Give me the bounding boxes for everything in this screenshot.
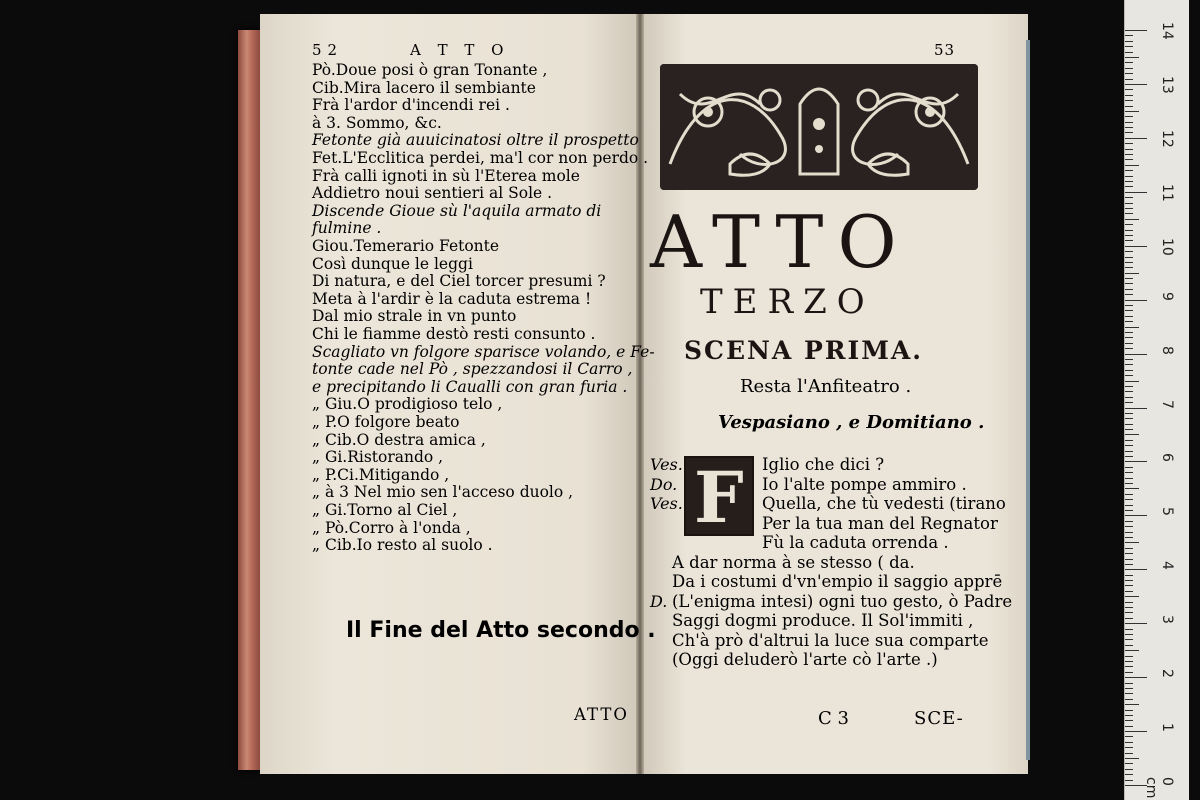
ruler-tick: [1125, 111, 1139, 112]
right-text-line: Quella, che tù vedesti (tirano: [762, 494, 1006, 513]
left-catchword: ATTO: [574, 705, 629, 724]
scene-setting: Resta l'Anfiteatro .: [740, 376, 912, 397]
ruler-tick: [1125, 623, 1147, 624]
scene-heading: SCENA PRIMA.: [684, 336, 924, 365]
ruler-tick: [1125, 532, 1133, 533]
right-text-line: (L'enigma intesi) ogni tuo gesto, ò Padre: [672, 591, 1013, 611]
ruler-tick: [1125, 763, 1133, 764]
ruler-tick: [1125, 553, 1133, 554]
left-text-line: Discende Gioue sù l'aquila armato di: [312, 201, 602, 220]
ruler-tick: [1125, 650, 1139, 651]
ruler-tick: [1125, 397, 1133, 398]
left-text-line: „ P.O folgore beato: [312, 413, 460, 431]
ruler-tick: [1125, 95, 1133, 96]
ruler-tick: [1125, 89, 1133, 90]
ruler-tick: [1125, 521, 1133, 522]
ruler-tick: [1125, 375, 1133, 376]
ruler-number: 11: [1159, 183, 1175, 202]
ruler-tick: [1125, 208, 1133, 209]
ruler-tick: [1125, 413, 1133, 414]
ruler-number: 0 cm: [1143, 777, 1175, 799]
ruler-tick: [1125, 548, 1133, 549]
ruler-tick: [1125, 499, 1133, 500]
ruler-tick: [1125, 456, 1133, 457]
speaker-label: Do.: [650, 474, 678, 494]
ruler-tick: [1125, 116, 1133, 117]
left-text-line: Fet.L'Ecclitica perdei, ma'l cor non perdo .: [312, 149, 649, 167]
ruler-tick: [1125, 461, 1147, 462]
left-text-line: fulmine .: [312, 219, 382, 238]
ruler-tick: [1125, 46, 1133, 47]
ruler-tick: [1125, 197, 1133, 198]
ruler-tick: [1125, 537, 1133, 538]
left-text-line: Fetonte già auuicinatosi oltre il prospetto: [312, 131, 639, 150]
ruler-tick: [1125, 30, 1147, 31]
left-text-line: Frà l'ardor d'incendi rei .: [312, 96, 510, 115]
ruler-tick: [1125, 467, 1133, 468]
ruler-tick: [1125, 132, 1133, 133]
left-text-line: e precipitando li Caualli con gran furia .: [312, 377, 628, 396]
ruler-tick: [1125, 251, 1133, 252]
right-text-line: Da i costumi d'vn'empio il saggio apprē: [672, 572, 1003, 591]
ruler-tick: [1125, 262, 1133, 263]
ruler-tick: [1125, 645, 1133, 646]
ruler-tick: [1125, 310, 1133, 311]
ruler-tick: [1125, 418, 1133, 419]
ruler-tick: [1125, 494, 1133, 495]
ruler-tick: [1125, 348, 1133, 349]
ruler-tick: [1125, 300, 1147, 301]
left-text-line: à 3. Sommo, &c.: [312, 113, 442, 132]
ruler-tick: [1125, 235, 1133, 236]
ruler-tick: [1125, 192, 1147, 193]
ruler-tick: [1125, 559, 1133, 560]
ruler-tick: [1125, 79, 1133, 80]
ruler-number: 1: [1159, 723, 1175, 732]
left-text-line: „ Gi.Ristorando ,: [312, 448, 444, 467]
ruler-tick: [1125, 332, 1133, 333]
ruler-tick: [1125, 159, 1133, 160]
ruler-tick: [1125, 149, 1133, 150]
ruler-tick: [1125, 257, 1133, 258]
ruler-tick: [1125, 176, 1133, 177]
speaker-label: Ves.: [650, 494, 683, 513]
ruler-tick: [1125, 283, 1133, 284]
ruler-tick: [1125, 720, 1133, 721]
left-text-line: „ Cib.Io resto al suolo .: [312, 536, 493, 555]
ruler-tick: [1125, 742, 1133, 743]
ruler-tick: [1125, 143, 1133, 144]
ruler-tick: [1125, 591, 1133, 592]
ruler-number: 3: [1159, 615, 1175, 625]
ruler-tick: [1125, 273, 1139, 274]
ruler-tick: [1125, 515, 1147, 516]
ruler-tick: [1125, 165, 1139, 166]
ruler-tick: [1125, 219, 1139, 220]
left-text-line: Di natura, e del Ciel torcer presumi ?: [312, 272, 606, 291]
ruler-tick: [1125, 429, 1133, 430]
signature-mark: C 3: [818, 708, 849, 729]
ruler-tick: [1125, 337, 1133, 338]
ruler-tick: [1125, 381, 1139, 382]
ruler-tick: [1125, 699, 1133, 700]
ruler-tick: [1125, 612, 1133, 613]
ruler-tick: [1125, 224, 1133, 225]
ruler-tick: [1125, 402, 1133, 403]
ruler-tick: [1125, 564, 1133, 565]
gutter: [636, 14, 644, 774]
ruler-tick: [1125, 354, 1147, 355]
ruler-tick: [1125, 359, 1133, 360]
ruler-tick: [1125, 488, 1139, 489]
ruler-tick: [1125, 391, 1133, 392]
ruler-tick: [1125, 639, 1133, 640]
ruler-tick: [1125, 41, 1133, 42]
ruler-number: 4: [1159, 561, 1175, 571]
ruler-number: 14: [1159, 22, 1175, 40]
ruler-tick: [1125, 688, 1133, 689]
ruler-tick: [1125, 203, 1133, 204]
ruler-tick: [1125, 505, 1133, 506]
right-text-line: Io l'alte pompe ammiro .: [762, 474, 967, 494]
ruler-tick: [1125, 445, 1133, 446]
ruler-tick: [1125, 666, 1133, 667]
act-title: ATTO: [650, 200, 911, 284]
ruler-tick: [1125, 672, 1133, 673]
ruler-number: 6: [1159, 453, 1175, 463]
right-text-line: (Oggi deluderò l'arte cò l'arte .): [672, 650, 938, 669]
ruler-tick: [1125, 569, 1147, 570]
ruler-tick: [1125, 618, 1133, 619]
ruler-tick: [1125, 62, 1133, 63]
left-text-line: tonte cade nel Pò , spezzandosi il Carro ,: [312, 360, 633, 379]
speaker-label: D.: [650, 591, 668, 611]
left-text-line: „ Cib.O destra amica ,: [312, 430, 486, 449]
woodcut-ornament: [660, 64, 978, 190]
ruler-tick: [1125, 451, 1133, 452]
left-text-line: „ P.Ci.Mitigando ,: [312, 465, 450, 484]
ruler-tick: [1125, 656, 1133, 657]
ruler-tick: [1125, 370, 1133, 371]
ruler-tick: [1125, 731, 1147, 732]
left-text-line: Addietro noui sentieri al Sole .: [312, 184, 553, 203]
ruler-tick: [1125, 343, 1133, 344]
measuring-ruler: [1124, 0, 1189, 800]
ruler-tick: [1125, 693, 1133, 694]
left-text-line: „ Giu.O prodigioso telo ,: [312, 395, 503, 414]
left-text-line: Meta à l'ardir è la caduta estrema !: [312, 289, 592, 308]
ruler-tick: [1125, 84, 1147, 85]
ruler-tick: [1125, 677, 1147, 678]
ruler-tick: [1125, 424, 1133, 425]
ruler-tick: [1125, 634, 1133, 635]
ruler-tick: [1125, 440, 1133, 441]
ruler-number: 13: [1159, 75, 1175, 94]
ruler-number: 5: [1159, 507, 1175, 517]
right-text-line: A dar norma à se stesso ( da.: [672, 552, 915, 572]
ruler-number: 9: [1159, 291, 1175, 301]
left-text-line: Dal mio strale in vn punto: [312, 307, 517, 326]
ruler-tick: [1125, 774, 1133, 775]
ruler-tick: [1125, 736, 1133, 737]
ruler-tick: [1125, 683, 1133, 684]
right-text-line: Fù la caduta orrenda .: [762, 533, 949, 552]
ruler-tick: [1125, 68, 1133, 69]
ruler-tick: [1125, 704, 1139, 705]
ruler-number: 2: [1159, 669, 1175, 679]
ruler-tick: [1125, 661, 1133, 662]
right-text-line: Ch'à prò d'altrui la luce sua comparte: [672, 630, 989, 650]
right-catchword: SCE-: [914, 708, 964, 729]
ruler-tick: [1125, 472, 1133, 473]
scene-characters: Vespasiano , e Domitiano .: [718, 412, 985, 433]
ruler-tick: [1125, 170, 1133, 171]
ruler-number: 8: [1159, 345, 1175, 355]
left-text-line: „ à 3 Nel mio sen l'acceso duolo ,: [312, 483, 574, 502]
ruler-tick: [1125, 186, 1133, 187]
end-of-act-line: Il Fine del Atto secondo .: [346, 618, 656, 643]
ruler-tick: [1125, 35, 1133, 36]
left-running-head: A T T O: [410, 41, 510, 59]
left-text-line: Frà calli ignoti in sù l'Eterea mole: [312, 166, 580, 185]
ruler-tick: [1125, 585, 1133, 586]
ruler-tick: [1125, 483, 1133, 484]
book-edge: [238, 30, 260, 770]
ruler-tick: [1125, 138, 1147, 139]
ruler-tick: [1125, 434, 1139, 435]
left-text-line: Pò.Doue posi ò gran Tonante ,: [312, 61, 548, 79]
ruler-tick: [1125, 327, 1139, 328]
speaker-label: Ves.: [650, 455, 683, 474]
ruler-tick: [1125, 289, 1133, 290]
ruler-tick: [1125, 278, 1133, 279]
right-text-line: Iglio che dici ?: [762, 455, 885, 474]
ruler-tick: [1125, 316, 1133, 317]
ruler-tick: [1125, 607, 1133, 608]
ruler-tick: [1125, 510, 1133, 511]
ruler-tick: [1125, 526, 1133, 527]
ruler-tick: [1125, 106, 1133, 107]
right-text-line: Saggi dogmi produce. Il Sol'immiti ,: [672, 611, 974, 630]
ruler-tick: [1125, 769, 1133, 770]
ruler-tick: [1125, 758, 1139, 759]
right-text-line: Per la tua man del Regnator: [762, 513, 998, 533]
right-page-number: 53: [934, 41, 956, 59]
ruler-tick: [1125, 305, 1133, 306]
ruler-tick: [1125, 726, 1133, 727]
ruler-tick: [1125, 127, 1133, 128]
ruler-tick: [1125, 629, 1133, 630]
ruler-tick: [1125, 52, 1133, 53]
ruler-tick: [1125, 213, 1133, 214]
left-text-line: „ Gi.Torno al Ciel ,: [312, 501, 458, 519]
ruler-tick: [1125, 181, 1133, 182]
ruler-tick: [1125, 386, 1133, 387]
ruler-number: 7: [1159, 399, 1175, 409]
ruler-tick: [1125, 294, 1133, 295]
left-text-line: Così dunque le leggi: [312, 254, 473, 273]
ruler-tick: [1125, 246, 1147, 247]
ruler-tick: [1125, 753, 1133, 754]
ruler-tick: [1125, 154, 1133, 155]
ruler-tick: [1125, 267, 1133, 268]
left-text-line: Scagliato vn folgore sparisce volando, e Fe-: [312, 342, 655, 361]
ruler-number: 12: [1159, 129, 1175, 148]
left-text-line: Giou.Temerario Fetonte: [312, 237, 500, 255]
ruler-tick: [1125, 230, 1133, 231]
ruler-tick: [1125, 575, 1133, 576]
ruler-tick: [1125, 57, 1139, 58]
ruler-tick: [1125, 747, 1133, 748]
act-subtitle: TERZO: [700, 282, 875, 322]
ruler-number: 10: [1159, 237, 1175, 256]
dropcap-block: [684, 456, 754, 539]
ruler-tick: [1125, 321, 1133, 322]
ruler-tick: [1125, 364, 1133, 365]
left-text-line: Chi le fiamme destò resti consunto .: [312, 325, 596, 343]
left-text-line: Cib.Mira lacero il sembiante: [312, 78, 536, 97]
ruler-tick: [1125, 478, 1133, 479]
ruler-tick: [1125, 122, 1133, 123]
ornament-vines-icon: [660, 64, 978, 190]
ruler-tick: [1125, 780, 1133, 781]
ruler-tick: [1125, 408, 1147, 409]
ruler-tick: [1125, 100, 1133, 101]
ruler-tick: [1125, 73, 1133, 74]
ruler-tick: [1125, 710, 1133, 711]
left-text-line: „ Pò.Corro à l'onda ,: [312, 518, 471, 537]
left-page-number: 52: [312, 41, 344, 59]
blue-edge: [1026, 40, 1030, 760]
ruler-tick: [1125, 542, 1139, 543]
dropcap-letter: F: [694, 456, 744, 539]
ruler-tick: [1125, 596, 1139, 597]
ruler-tick: [1125, 715, 1133, 716]
ruler-tick: [1125, 602, 1133, 603]
ruler-tick: [1125, 240, 1133, 241]
ruler-tick: [1125, 580, 1133, 581]
